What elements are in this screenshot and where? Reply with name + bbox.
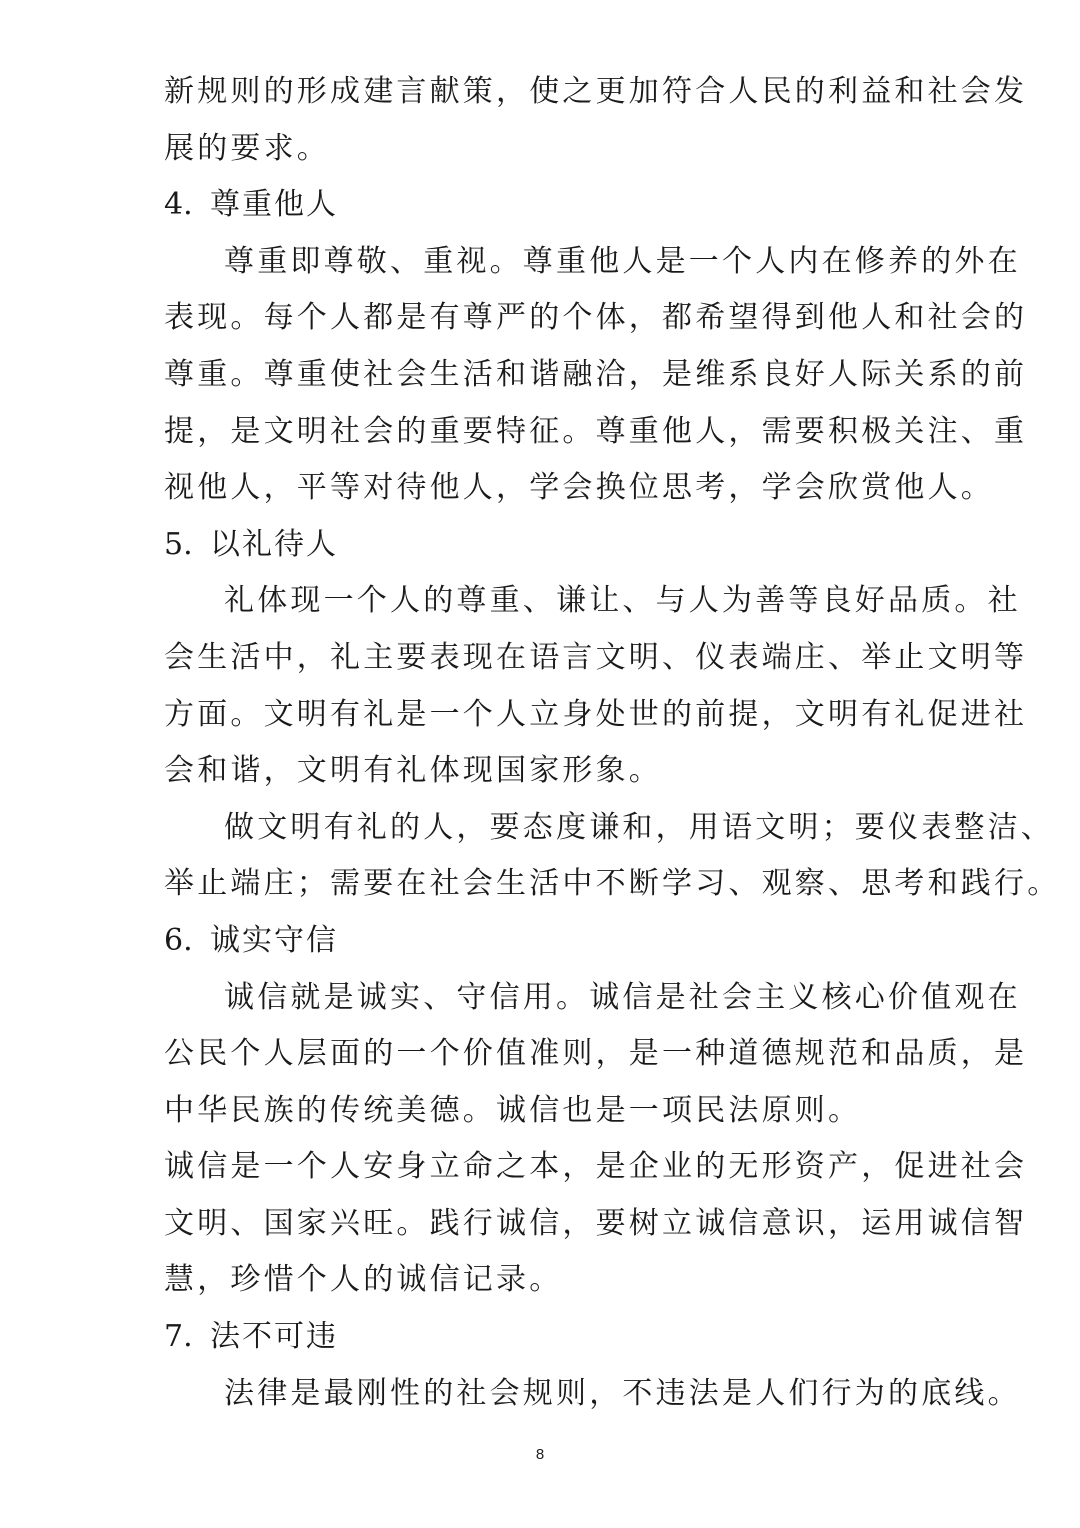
paragraph-line: 慧，珍惜个人的诚信记录。 <box>164 1262 563 1298</box>
paragraph-first-line: 做文明有礼的人，要态度谦和，用语文明；要仪表整洁、 <box>224 809 1054 845</box>
paragraph-line: 举止端庄；需要在社会生活中不断学习、观察、思考和践行。 <box>164 866 1061 902</box>
paragraph-first-line: 法律是最刚性的社会规则，不违法是人们行为的底线。 <box>224 1375 1021 1411</box>
section-number: 7. <box>164 1319 193 1355</box>
paragraph-line: 提，是文明社会的重要特征。尊重他人，需要积极关注、重 <box>164 413 1028 449</box>
paragraph-first-line: 礼体现一个人的尊重、谦让、与人为善等良好品质。社 <box>224 583 1021 619</box>
section-heading <box>164 913 918 970</box>
paragraph-line: 展的要求。 <box>164 130 330 166</box>
paragraph-line: 文明、国家兴旺。践行诚信，要树立诚信意识，运用诚信智 <box>164 1205 1028 1241</box>
section-title: 法不可违 <box>210 1319 338 1355</box>
paragraph-line: 新规则的形成建言献策，使之更加符合人民的利益和社会发 <box>164 74 1028 109</box>
paragraph-line: 方面。文明有礼是一个人立身处世的前提，文明有礼促进社 <box>164 696 1028 732</box>
section-title: 以礼待人 <box>210 526 338 562</box>
paragraph-line: 会和谐，文明有礼体现国家形象。 <box>164 753 662 789</box>
paragraph-line: 会生活中，礼主要表现在语言文明、仪表端庄、举止文明等 <box>164 639 1028 675</box>
section-heading <box>164 517 918 574</box>
page-number: 8 <box>535 1446 545 1463</box>
paragraph-line: 公民个人层面的一个价值准则，是一种道德规范和品质，是 <box>164 1036 1028 1072</box>
paragraph-line: 表现。每个人都是有尊严的个体，都希望得到他人和社会的 <box>164 300 1028 336</box>
section-heading <box>164 1309 918 1366</box>
section-number: 4. <box>164 187 193 223</box>
paragraph-line: 诚信是一个人安身立命之本，是企业的无形资产，促进社会 <box>164 1149 1028 1185</box>
paragraph-line: 视他人，平等对待他人，学会换位思考，学会欣赏他人。 <box>164 470 994 506</box>
paragraph-first-line: 诚信就是诚实、守信用。诚信是社会主义核心价值观在 <box>224 979 1021 1015</box>
section-number: 6. <box>164 922 193 958</box>
document-page <box>164 64 1061 1422</box>
section-title: 尊重他人 <box>210 187 338 223</box>
paragraph-first-line: 尊重即尊敬、重视。尊重他人是一个人内在修养的外在 <box>224 243 1021 279</box>
paragraph-line: 尊重。尊重使社会生活和谐融洽，是维系良好人际关系的前 <box>164 356 1028 392</box>
paragraph-line: 中华民族的传统美德。诚信也是一项民法原则。 <box>164 1092 862 1128</box>
section-heading <box>164 177 918 234</box>
section-title: 诚实守信 <box>210 922 338 958</box>
section-number: 5. <box>164 526 193 562</box>
